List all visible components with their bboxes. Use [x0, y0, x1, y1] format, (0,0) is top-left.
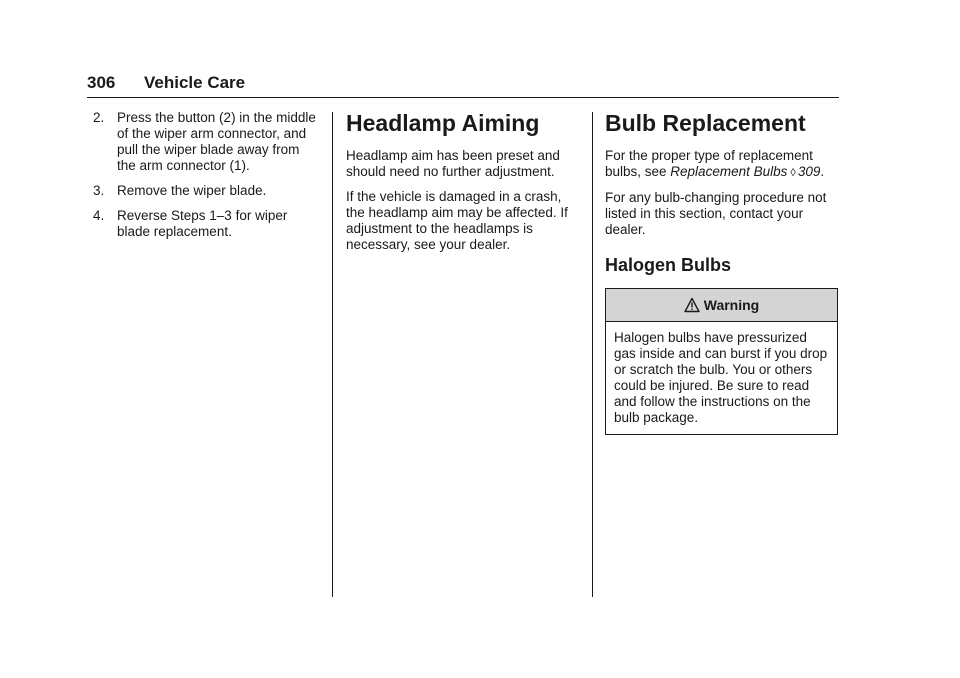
step-text: Remove the wiper blade.	[117, 183, 267, 198]
warning-title: Warning	[703, 297, 760, 313]
column-right	[605, 110, 838, 435]
column-divider-1	[332, 112, 333, 597]
reference-arrow-icon: ◊	[790, 167, 796, 179]
paragraph	[605, 148, 838, 181]
step-text: Reverse Steps 1–3 for wiper blade replacement.	[117, 208, 288, 239]
warning-text: Halogen bulbs have pressurized gas inside and can burst if you drop or scratch the bulb. You or others could be injured. Be sure to read and follow the instructions on the bulb package.	[614, 330, 828, 425]
intro-text: For the proper type of replacement bulbs, see	[605, 148, 813, 179]
warning-header	[606, 289, 837, 322]
cross-reference-link[interactable]: Replacement Bulbs	[670, 164, 788, 179]
reference-page-link[interactable]: 309	[797, 164, 821, 179]
bulb-replacement-heading: Bulb Replacement	[605, 110, 806, 136]
paragraph: For any bulb-changing procedure not listed in this section, contact your dealer.	[605, 190, 827, 237]
halogen-bulbs-heading: Halogen Bulbs	[605, 255, 732, 275]
page-number: 306	[87, 73, 116, 92]
column-left	[93, 110, 318, 249]
warning-triangle-icon	[684, 297, 700, 313]
column-divider-2	[592, 112, 593, 597]
list-item	[93, 208, 318, 240]
page-header	[87, 70, 839, 100]
column-middle	[346, 110, 581, 262]
step-number: 2.	[93, 110, 105, 125]
headlamp-aiming-heading: Headlamp Aiming	[346, 110, 540, 136]
step-number: 3.	[93, 183, 105, 198]
list-item	[93, 183, 318, 199]
intro-suffix: .	[820, 164, 825, 179]
section-title: Vehicle Care	[144, 73, 246, 92]
warning-box	[605, 288, 838, 435]
paragraph: Headlamp aim has been preset and should need no further adjustment.	[346, 148, 560, 179]
step-number: 4.	[93, 208, 105, 223]
step-list	[93, 110, 318, 240]
list-item	[93, 110, 318, 174]
paragraph: If the vehicle is damaged in a crash, the headlamp aim may be affected. If adjustment to the headlamps is necessary, see your dealer.	[346, 189, 568, 252]
step-text: Press the button (2) in the middle of the wiper arm connector, and pull the wiper blade away from the arm connector (1).	[117, 110, 316, 173]
header-divider	[87, 97, 839, 98]
